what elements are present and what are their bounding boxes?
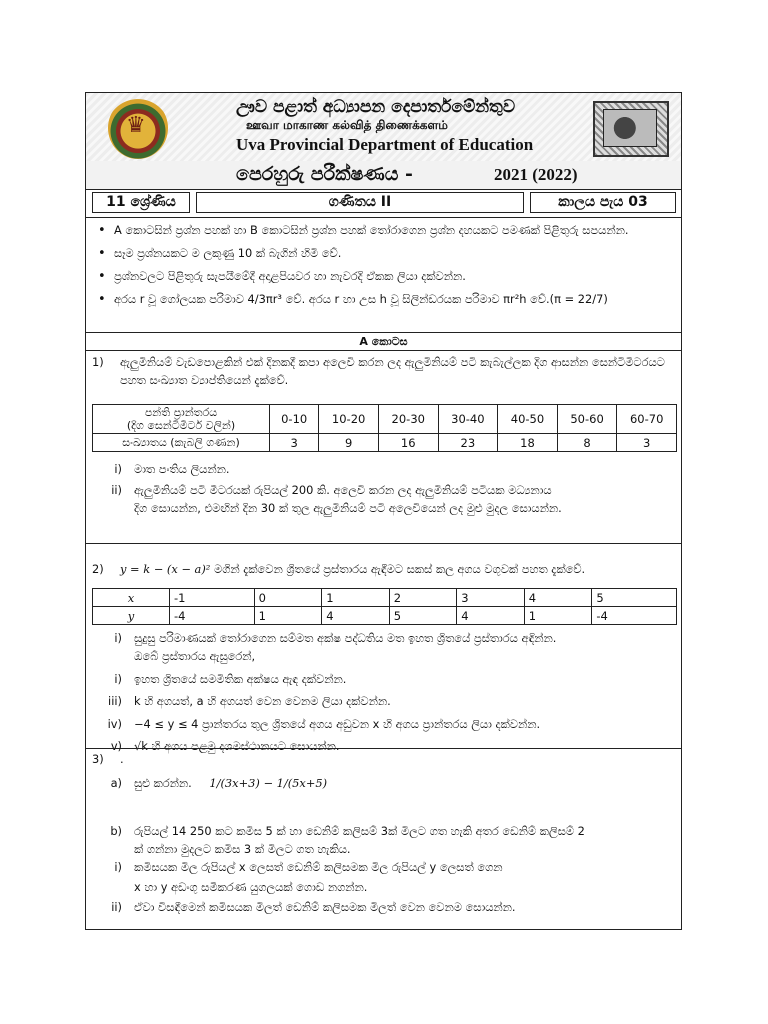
y-header: y bbox=[93, 607, 170, 625]
exam-name: පෙරහුරු පරීක්ෂණය - bbox=[236, 163, 413, 185]
x-cell: 5 bbox=[592, 589, 677, 607]
part-a-wrap bbox=[134, 775, 327, 792]
sub-label: i) bbox=[114, 462, 122, 476]
sub-label: iv) bbox=[107, 717, 122, 731]
sub-label: iii) bbox=[108, 694, 122, 708]
question-number: 1) bbox=[92, 355, 104, 369]
q2-sub-i bbox=[92, 630, 677, 648]
department-title-tamil: ஊவா மாகாண கல்வித் திணைக்களம் bbox=[246, 118, 448, 132]
frequency-cell: 23 bbox=[438, 434, 498, 452]
frequency-cell: 9 bbox=[319, 434, 379, 452]
sub-text: ඇලුමිනියම් පටි මීටරයක් රුපියල් 200 කි. අලෙවි කරන ලද ඇලුමිනියම් පටියක මධ්‍යනාය bbox=[134, 483, 552, 497]
instructions-list bbox=[92, 221, 677, 313]
class-cell: 40-50 bbox=[498, 405, 558, 434]
frequency-cell: 18 bbox=[498, 434, 558, 452]
class-interval-header bbox=[93, 405, 270, 434]
x-header: x bbox=[93, 589, 170, 607]
q2-sub-note bbox=[92, 648, 677, 666]
y-cell: 4 bbox=[457, 607, 525, 625]
fraction-expression: 1/(3x+3) − 1/(5x+5) bbox=[209, 776, 328, 790]
question-divider bbox=[86, 748, 681, 749]
class-interval-unit: (දිග සෙන්ටිමීටර් වලින්) bbox=[126, 419, 236, 432]
frequency-cell: 16 bbox=[378, 434, 438, 452]
question-text: මගින් දැක්වෙන ශ්‍රිතයේ ප්‍රස්තාරය ඇඳීමට සකස් කල අගය වගුවක් පහත දැක්වේ. bbox=[214, 562, 586, 576]
y-cell: 5 bbox=[389, 607, 457, 625]
duration-box: කාලය පැය 03 bbox=[530, 192, 676, 213]
y-cell: -4 bbox=[170, 607, 255, 625]
exam-paper bbox=[85, 92, 682, 930]
sub-text: දිග සොයන්න, එමඟින් දින 30 ක් තුල ඇලුමිනියම් පටි අලෙවියෙන් ලද මුළු මුදල සොයන්න. bbox=[134, 501, 562, 515]
sub-text: −4 ≤ y ≤ 4 ප්‍රාන්තරය තුල ශ්‍රිතයේ අගය අඩුවන x හි අගය ප්‍රාන්තරය ලියා දක්වන්න. bbox=[134, 717, 541, 731]
frequency-cell: 3 bbox=[617, 434, 677, 452]
sub-text: k හි අගයත්, a හි අගයත් වෙන වෙනම ලියා දක්වන්න. bbox=[134, 694, 391, 708]
sub-label: ii) bbox=[111, 900, 122, 914]
sub-text: √k හි අගය පළමු දශමස්ථානයට සොයන්න. bbox=[134, 739, 340, 753]
class-cell: 20-30 bbox=[378, 405, 438, 434]
part-text: රුපියල් 14 250 කට කමිස 5 ක් හා ඩෙනිම් කලිසම් 3ක් මිලට ගත හැකි අතර ඩෙනිම් කලිසම් 2 bbox=[134, 824, 585, 838]
part-text: ක් ගන්නා මුදලට කමිස 3 ක් මිලට ගත හැකිය. bbox=[134, 842, 351, 856]
x-cell: 4 bbox=[524, 589, 592, 607]
sub-label: v) bbox=[110, 739, 122, 753]
question-1 bbox=[92, 353, 677, 393]
q2-sub-iv bbox=[92, 716, 677, 734]
y-cell: -4 bbox=[592, 607, 677, 625]
value-table bbox=[92, 588, 677, 625]
question-dot: . bbox=[120, 752, 124, 766]
sub-label: i) bbox=[114, 631, 122, 645]
class-cell: 60-70 bbox=[617, 405, 677, 434]
x-cell: 1 bbox=[322, 589, 390, 607]
sub-text: ඔබේ ප්‍රස්තාරය ඇසුරෙන්, bbox=[134, 649, 256, 663]
instruction-item: • අරය r වූ ගෝලයක පරිමාව 4/3πr³ වේ. අරය r හා උස h වූ සිලින්ඩරයක පරිමාව πr²h වේ.(π = 22/7) bbox=[92, 290, 677, 309]
frequency-table bbox=[92, 404, 677, 452]
q3-part-b bbox=[92, 823, 677, 841]
q3-part-a bbox=[92, 775, 677, 797]
sub-text: කමිසයක මිල රුපියල් x ලෙසත් ඩෙනිම් කලිසමක මිල රුපියල් y ලෙසත් ගෙන bbox=[134, 860, 503, 874]
paper-meta-row bbox=[86, 189, 681, 218]
sub-text: ඉහත ශ්‍රිතයේ සමමිතික අක්ෂය ඇඳ දක්වන්න. bbox=[134, 672, 347, 686]
q2-sub-ii bbox=[92, 671, 677, 689]
department-title-english: Uva Provincial Department of Education bbox=[236, 135, 534, 154]
part-text: සුළු කරන්න. bbox=[134, 776, 192, 790]
frequency-header: සංඛ්‍යාතය (කැබලි ගණන) bbox=[93, 434, 270, 452]
y-cell: 1 bbox=[254, 607, 322, 625]
y-cell: 4 bbox=[322, 607, 390, 625]
y-cell: 1 bbox=[524, 607, 592, 625]
subject-box: ගණිතය II bbox=[196, 192, 524, 213]
department-title-sinhala: ඌව පළාත් අධ්‍යාපන දෙපාර්තමේන්තුව bbox=[236, 97, 516, 117]
question-number: 2) bbox=[92, 562, 104, 576]
part-label: b) bbox=[110, 824, 122, 838]
frequency-cell: 8 bbox=[557, 434, 617, 452]
sub-label: i) bbox=[114, 672, 122, 686]
question-2 bbox=[92, 560, 677, 580]
q1-sub-ii-cont bbox=[92, 500, 677, 518]
q3-part-b-cont bbox=[92, 841, 677, 859]
q2-sub-iii bbox=[92, 693, 677, 711]
class-cell: 10-20 bbox=[319, 405, 379, 434]
q3-sub-i bbox=[92, 859, 677, 877]
section-a-heading: A කොටස bbox=[86, 332, 681, 351]
x-cell: -1 bbox=[170, 589, 255, 607]
q1-sub-i bbox=[92, 461, 677, 479]
question-number: 3) bbox=[92, 752, 104, 766]
x-cell: 2 bbox=[389, 589, 457, 607]
sub-text: මාත පංතිය ලියන්න. bbox=[134, 462, 230, 476]
question-text-wrap bbox=[120, 560, 675, 578]
x-cell: 3 bbox=[457, 589, 525, 607]
part-label: a) bbox=[110, 776, 122, 790]
frequency-cell: 3 bbox=[270, 434, 319, 452]
instruction-item: • A කොටසින් ප්‍රශ්න පහක් හා B කොටසින් ප්‍රශ්න පහක් තෝරාගෙන ප්‍රශ්න දහයකට පමණක් පිළිතුරු සපයන්න. bbox=[92, 221, 677, 240]
quadratic-equation: y = k − (x − a)² bbox=[120, 562, 211, 576]
q1-sub-ii bbox=[92, 482, 677, 500]
instruction-item: • සෑම ප්‍රශ්නයකට ම ලකුණු 10 ක් බැගින් හිමි වේ. bbox=[92, 244, 677, 263]
q3-sub-i-cont bbox=[92, 879, 677, 897]
question-text: ඇලුමිනියම් වැඩපොළකින් එක් දිනකදී කපා අලෙවි කරන ලද ඇලුමිනියම් පටි කැබැල්ලක දිග ආසන්න සෙන්ටිමීටරයට පහත සංඛ්‍යාත ව්‍යාප්තියෙන් දැක්වේ. bbox=[120, 355, 665, 387]
sub-label: ii) bbox=[111, 483, 122, 497]
emblem-stamp-icon bbox=[593, 101, 669, 157]
q3-sub-ii bbox=[92, 899, 677, 917]
x-cell: 0 bbox=[254, 589, 322, 607]
paper-header bbox=[86, 93, 681, 162]
sub-text: ඒවා විසඳීමෙන් කමිසයක මිලත් ඩෙනිම් කලිසමක මිලත් වෙන වෙනම සොයන්න. bbox=[134, 900, 516, 914]
instruction-item: • ප්‍රශ්නවලට පිළිතුරු සැපයීමේදී අදාළපියවර හා නැවරදි ඒකක ලියා දක්වන්න. bbox=[92, 267, 677, 286]
class-cell: 30-40 bbox=[438, 405, 498, 434]
exam-title-bar bbox=[86, 161, 681, 190]
class-interval-label: පන්ති ප්‍රාන්තරය bbox=[144, 406, 218, 419]
grade-box: 11 ශ්‍රේණිය bbox=[92, 192, 190, 213]
class-cell: 0-10 bbox=[270, 405, 319, 434]
sub-text: x හා y අඩංගු සමීකරණ යුගලයක් ගොඩ නගන්න. bbox=[134, 880, 368, 894]
class-cell: 50-60 bbox=[557, 405, 617, 434]
question-3 bbox=[92, 750, 677, 768]
sub-label: i) bbox=[114, 860, 122, 874]
question-divider bbox=[86, 543, 681, 544]
provincial-crest-icon: ♛ bbox=[108, 97, 168, 159]
sub-text: සුදුසු පරිමාණයක් තෝරාගෙන සම්මත අක්ෂ පද්ධතිය මත ඉහත ශ්‍රිතයේ ප්‍රස්තාරය අඳින්න. bbox=[134, 631, 557, 645]
exam-year: 2021 (2022) bbox=[494, 165, 578, 184]
